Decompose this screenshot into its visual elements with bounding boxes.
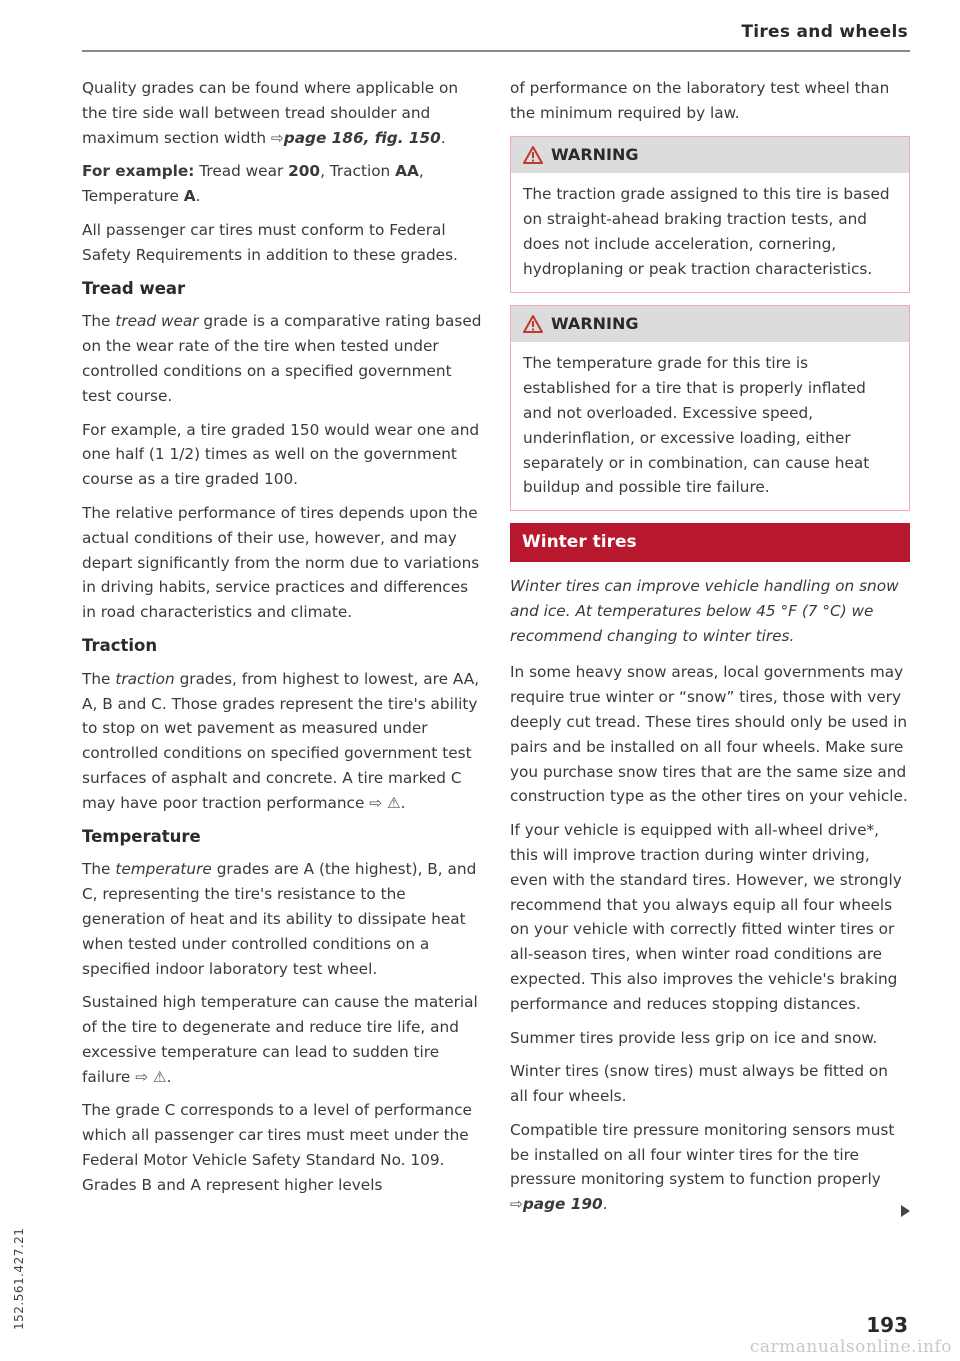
winter-tires-heading: Winter tires: [510, 523, 910, 562]
warning-text: The temperature grade for this tire is established for a tire that is properly inflated and not overloaded. Excessive speed, underinflation, or excessive loading, either separately or in combination, can cause heat buildup and possible tire failure.: [523, 354, 870, 497]
warning-title: WARNING: [551, 144, 639, 164]
four-wheels-paragraph: Winter tires (snow tires) must always be fitted on all four wheels.: [510, 1062, 888, 1106]
arrow-icon: ⇨: [135, 1067, 149, 1086]
temperature-warning-box: [510, 305, 910, 512]
right-column: [510, 76, 910, 1226]
page-reference-link[interactable]: page 190: [522, 1195, 603, 1214]
warning-triangle-icon: [523, 146, 543, 164]
arrow-icon: ⇨: [270, 128, 284, 147]
warning-text: The traction grade assigned to this tire is based on straight-ahead braking traction tests, and does not include acceleration, cornering, hydroplaning or peak traction characteristics.: [523, 185, 890, 278]
arrow-icon: ⇨: [510, 1195, 523, 1214]
all-wheel-drive-paragraph: If your vehicle is equipped with all-wheel drive*, this will improve traction during winter driving, even with the standard tires. However, we strongly recommend that you always equip all four wheels on your vehicle with correctly fitted winter tires or all-season tires, when winter road conditions are expected. This also improves the vehicle's braking performance and reduces stopping distances.: [510, 821, 902, 1013]
grade-c-paragraph: The grade C corresponds to a level of performance which all passenger car tires must meet under the Federal Motor Vehicle Safety Standard No. 109. Grades B and A represent higher levels: [82, 1101, 472, 1194]
header-rule: [82, 50, 910, 52]
arrow-icon: ⇨: [369, 793, 383, 812]
warning-ref-icon[interactable]: ⚠: [152, 1067, 167, 1086]
tread-wear-example-paragraph: For example, a tire graded 150 would wear one and one half (1 1/2) times as well on the government course as a tire graded 100.: [82, 420, 480, 489]
tread-wear-heading: Tread wear: [82, 278, 186, 298]
sustained-temperature-paragraph: Sustained high temperature can cause the material of the tire to degenerate and reduce tire life, and excessive temperature can lead to sudden tire failure ⇨ ⚠.: [82, 993, 478, 1086]
warning-header: [511, 306, 909, 343]
temperature-heading: Temperature: [82, 826, 201, 846]
traction-warning-box: [510, 136, 910, 293]
relative-performance-paragraph: The relative performance of tires depends upon the actual conditions of their use, however, and may depart significantly from the norm due to variations in driving habits, service practices and differences in road characteristics and climate.: [82, 503, 480, 622]
traction-heading: Traction: [82, 635, 158, 655]
winter-tires-intro: Winter tires can improve vehicle handling on snow and ice. At temperatures below 45 °F (7 °C) we recommend changing to winter tires.: [510, 576, 899, 645]
example-paragraph: For example: Tread wear 200, Traction AA, Temperature A.: [82, 162, 424, 206]
quality-grades-paragraph: Quality grades can be found where applicable on the tire side wall between tread shoulder and maximum section width ⇨page 186, fig. 150.: [82, 79, 459, 147]
left-column: [82, 76, 482, 1207]
warning-header: [511, 137, 909, 174]
header-title: Tires and wheels: [741, 22, 908, 42]
warning-title: WARNING: [551, 313, 639, 333]
warning-ref-icon[interactable]: ⚠: [386, 793, 401, 812]
tread-wear-paragraph: The tread wear grade is a comparative rating based on the wear rate of the tire when tested under controlled conditions on a specified government test course.: [82, 312, 482, 405]
snow-areas-paragraph: In some heavy snow areas, local governments may require true winter or “snow” tires, those with very deeply cut tread. These tires should only be used in pairs and be installed on all four wheels. Make sure you purchase snow tires that are the same size and construction type as the other tires on your vehicle.: [510, 663, 908, 806]
watermark: carmanualsonline.info: [749, 1337, 952, 1357]
warning-triangle-icon: [523, 315, 543, 333]
document-code: 152.561.427.21: [12, 1227, 26, 1330]
traction-paragraph: The traction grades, from highest to lowest, are AA, A, B and C. Those grades represent the tire's ability to stop on wet pavement as measured under controlled conditions on specified government test surfaces of asphalt and concrete. A tire marked C may have poor traction performance ⇨ ⚠.: [82, 669, 480, 812]
continue-arrow-icon: [901, 1205, 910, 1217]
continued-paragraph: of performance on the laboratory test wheel than the minimum required by law.: [510, 79, 890, 122]
pressure-sensors-paragraph: Compatible tire pressure monitoring sensors must be installed on all four winter tires for the tire pressure monitoring system to function properly ⇨page 190.: [510, 1118, 910, 1217]
page-number: 193: [866, 1313, 908, 1337]
temperature-paragraph: The temperature grades are A (the highest), B, and C, representing the tire's resistance to the generation of heat and its ability to dissipate heat when tested under controlled conditions on a specified indoor laboratory test wheel.: [82, 860, 477, 978]
page-reference-link[interactable]: page 186, fig. 150: [283, 128, 441, 147]
summer-tires-paragraph: Summer tires provide less grip on ice and snow.: [510, 1028, 878, 1047]
federal-requirements-paragraph: All passenger car tires must conform to Federal Safety Requirements in addition to these grades.: [82, 220, 458, 264]
